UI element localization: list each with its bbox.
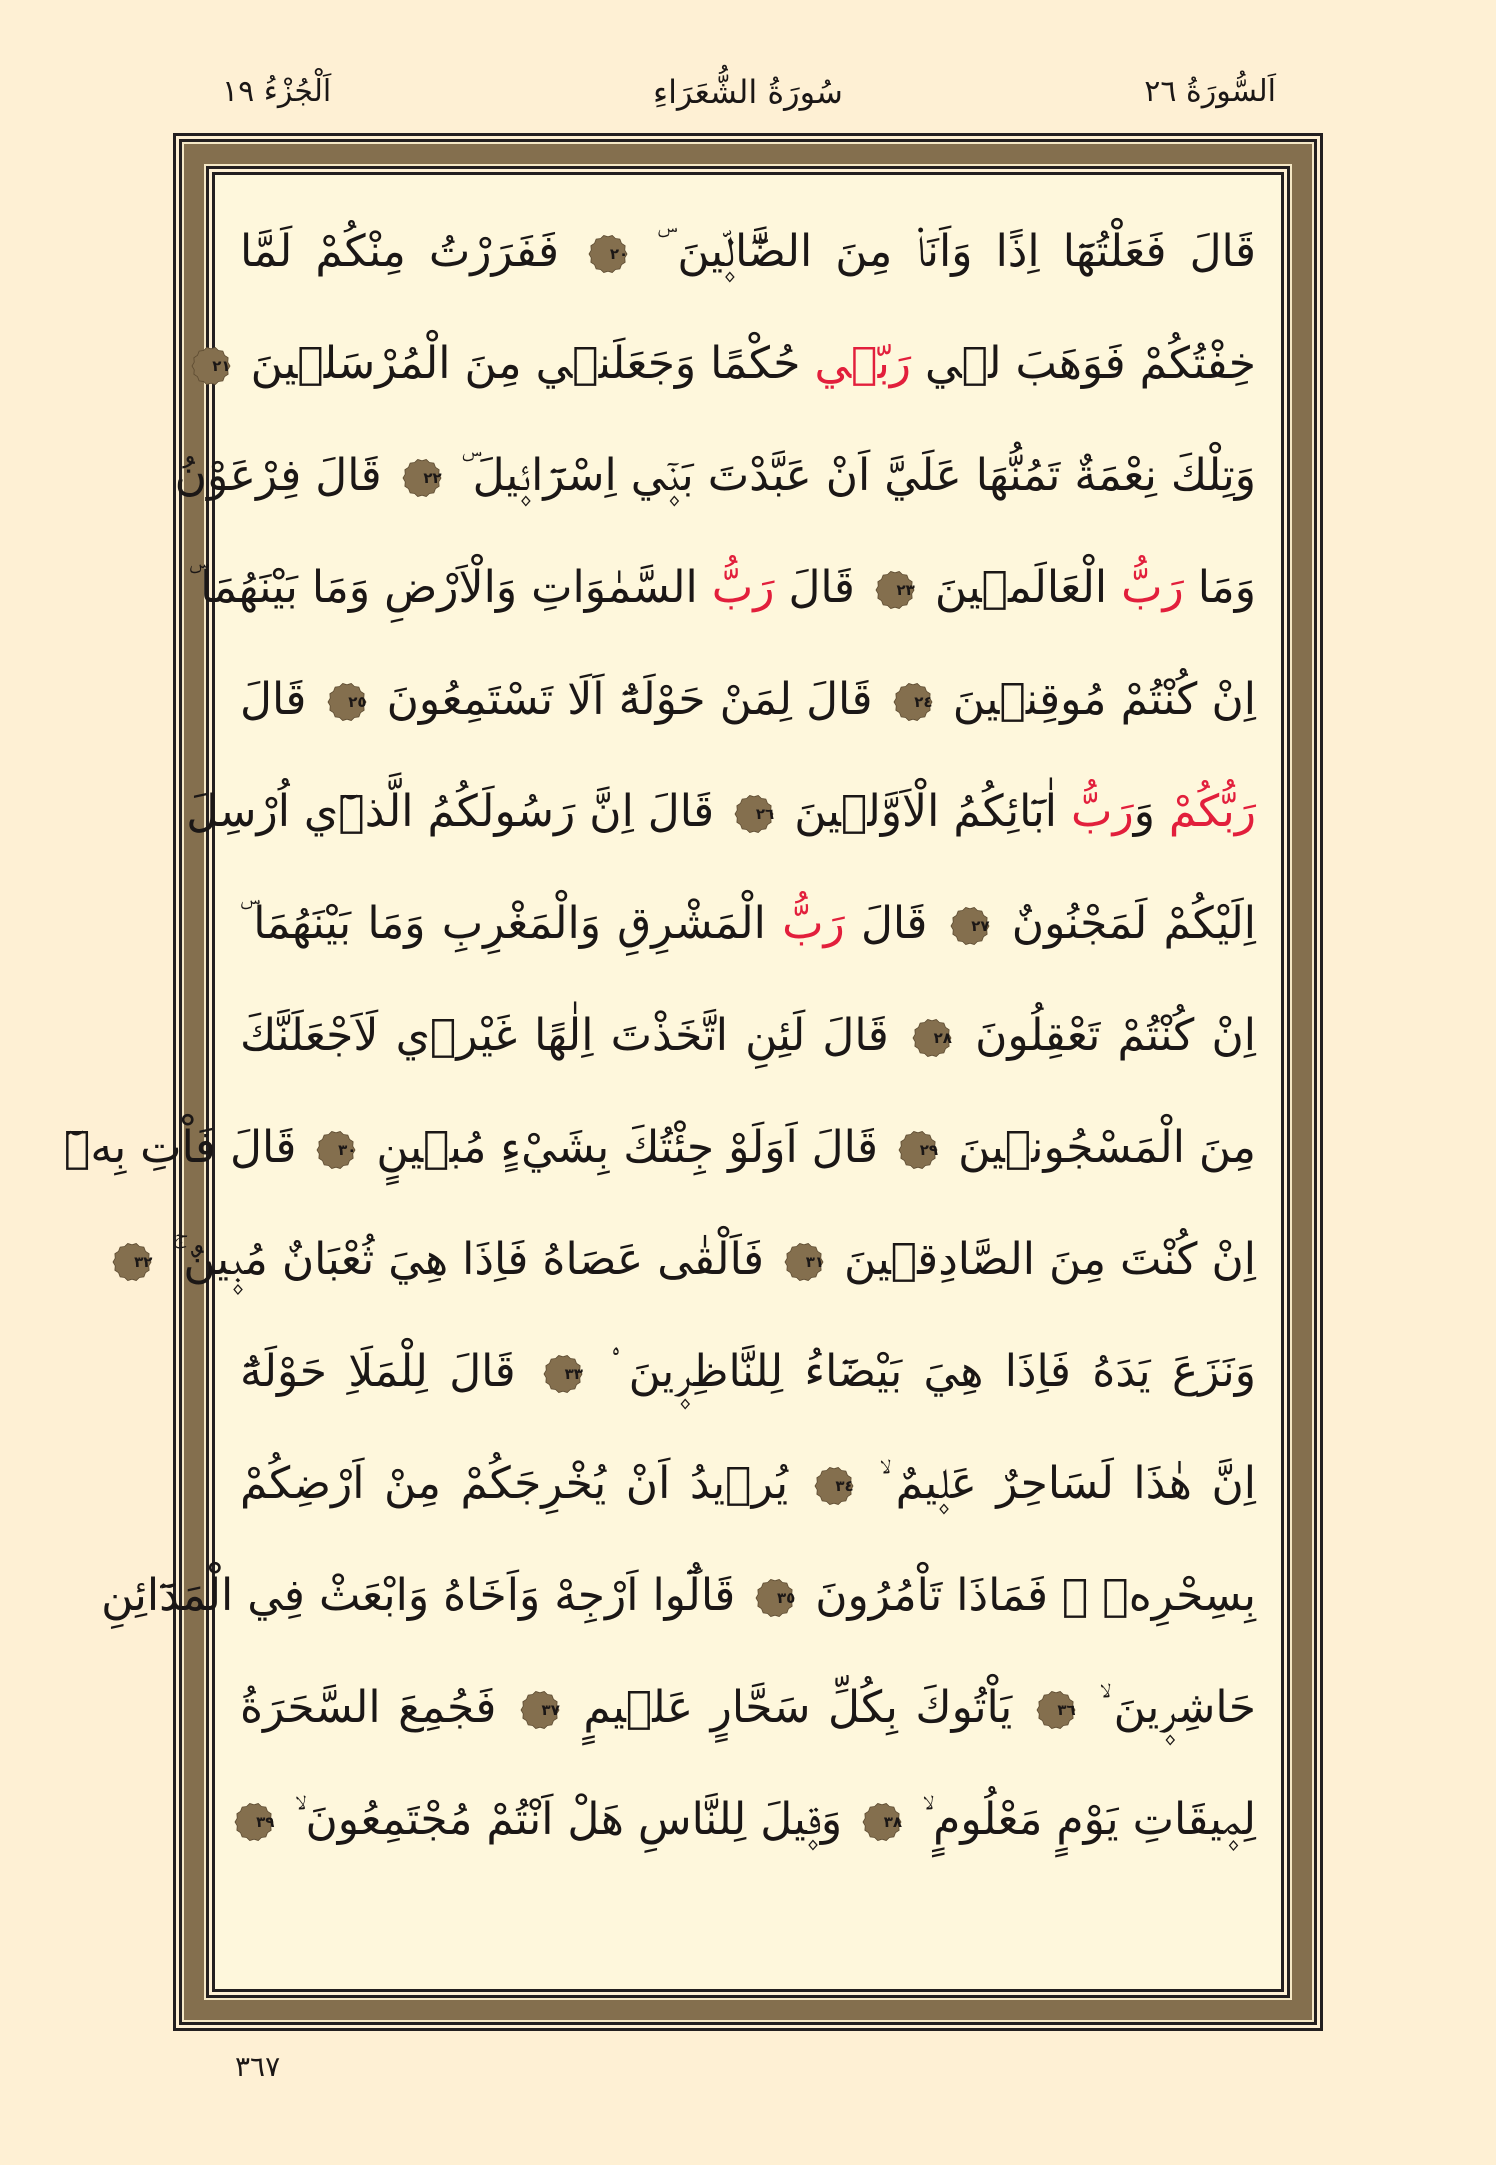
ayah-number: ٣٨ <box>883 1813 903 1831</box>
surah-number-label: اَلسُّورَةُ ٢٦ <box>1144 74 1276 109</box>
verse-text: قَالَ لِلْمَلَاِ حَوْلَهُٓ <box>240 1346 537 1397</box>
verse-text: الْمَشْرِقِ وَالْمَغْرِبِ وَمَا بَيْنَهُمَا ۜ <box>240 898 783 949</box>
verse-line <box>240 1652 1256 1764</box>
verse-text: مِنَ الْمَسْجُون۪ينَ <box>944 1122 1256 1173</box>
verse-text: فَفَرَرْتُ مِنْكُمْ لَمَّا <box>240 226 583 277</box>
ayah-marker-icon <box>234 1802 274 1842</box>
verse-line <box>134 1204 1256 1316</box>
verse-text: اِنْ كُنْتُمْ مُوقِن۪ينَ <box>938 674 1256 725</box>
verse-line <box>240 644 1256 756</box>
page-number: ٣٦٧ <box>235 2050 281 2083</box>
highlighted-word: رَبّ۪ي <box>814 338 912 389</box>
highlighted-word: رَبُّ <box>1071 786 1134 837</box>
verse-line <box>174 420 1256 532</box>
verse-line <box>212 308 1256 420</box>
verse-text: وَق۪يلَ لِلنَّاسِ هَلْ اَنْتُمْ مُجْتَمِعُونَ ۙ <box>280 1794 857 1845</box>
ayah-marker-icon <box>588 234 628 274</box>
highlighted-word: رَبُّ <box>1121 562 1184 613</box>
ayah-number: ٢٧ <box>971 917 990 935</box>
verse-line <box>240 196 1256 308</box>
ayah-marker-icon <box>316 1130 356 1170</box>
ayah-number: ٢٤ <box>914 693 933 711</box>
ayah-marker-icon <box>755 1578 795 1618</box>
verse-text: قَالَ فِرْعَوْنُ <box>174 450 396 501</box>
verse-text: وَ <box>1133 786 1169 837</box>
ayah-marker-icon <box>1036 1690 1076 1730</box>
verse-text: فَاَلْقٰى عَصَاهُ فَاِذَا هِيَ ثُعْبَانٌ مُب۪ينٌ ۚ <box>158 1234 779 1285</box>
ayah-marker-icon <box>520 1690 560 1730</box>
surah-title: سُورَةُ الشُّعَرَاءِ <box>653 73 843 111</box>
verse-text: وَنَزَعَ يَدَهُ فَاِذَا هِيَ بَيْضَٓاءُ لِلنَّاظِر۪ينَ ۟ <box>588 1346 1256 1397</box>
verse-text: قَالَ لَئِنِ اتَّخَذْتَ اِلٰهًا غَيْر۪ي لَاَجْعَلَنَّكَ <box>240 1010 906 1061</box>
verse-text: قَالَ فَاْتِ بِه۪ٓ <box>63 1122 311 1173</box>
ayah-marker-icon <box>950 906 990 946</box>
verse-text: قَالَ فَعَلْتُهَٓا اِذًا وَاَنَا۬ مِنَ الضَّٓالّ۪ينَ ۜ <box>634 226 1256 277</box>
verse-line <box>63 1092 1256 1204</box>
ayah-marker-icon <box>784 1242 824 1282</box>
verse-text-area <box>63 196 1256 1966</box>
verse-line <box>240 1428 1256 1540</box>
ayah-number: ٣٠ <box>338 1141 357 1159</box>
verse-text: قَالَ اَوَلَوْ جِئْتُكَ بِشَيْءٍ مُب۪ينٍ <box>362 1122 893 1173</box>
verse-line <box>240 868 1256 980</box>
ayah-number: ٢٠ <box>609 245 629 263</box>
verse-text: قَالَ <box>240 674 321 725</box>
highlighted-word: رَبُّ <box>782 898 845 949</box>
highlighted-word: رَبُّ <box>711 562 775 613</box>
ayah-marker-icon <box>898 1130 938 1170</box>
verse-text: الْعَالَم۪ينَ <box>920 562 1122 613</box>
juz-label: اَلْجُزْءُ ١٩ <box>222 74 332 109</box>
ayah-marker-icon <box>893 682 933 722</box>
ayah-number: ٢٦ <box>755 805 775 823</box>
verse-text: قَالَ <box>844 898 944 949</box>
ayah-marker-icon <box>862 1802 902 1842</box>
ayah-marker-icon <box>402 458 442 498</box>
verse-text: بِسِحْرِه۪ ۗ فَمَاذَا تَاْمُرُونَ <box>801 1570 1256 1621</box>
verse-text: وَمَا <box>1183 562 1256 613</box>
ayah-number: ٢٣ <box>896 581 915 599</box>
ayah-number: ٣٢ <box>134 1253 153 1271</box>
ayah-marker-icon <box>543 1354 583 1394</box>
ayah-marker-icon <box>814 1466 854 1506</box>
highlighted-word: رَبُّكُمْ <box>1168 786 1256 837</box>
verse-text: اٰبَٓائِكُمُ الْاَوَّل۪ينَ <box>780 786 1072 837</box>
ayah-marker-icon <box>327 682 367 722</box>
verse-line <box>101 1540 1256 1652</box>
ayah-marker-icon <box>191 346 231 386</box>
verse-text: لِم۪يقَاتِ يَوْمٍ مَعْلُومٍ ۙ <box>908 1794 1256 1845</box>
verse-text: حَاشِر۪ينَ ۙ <box>1081 1682 1256 1733</box>
ayah-marker-icon <box>912 1018 952 1058</box>
ayah-number: ٢٩ <box>919 1141 939 1159</box>
ayah-number: ٢٨ <box>933 1029 952 1047</box>
verse-text: يَاْتُوكَ بِكُلِّ سَحَّارٍ عَل۪يمٍ <box>565 1682 1030 1733</box>
ayah-marker-icon <box>875 570 915 610</box>
verse-line <box>186 756 1256 868</box>
ayah-marker-icon <box>112 1242 152 1282</box>
verse-line <box>240 1764 1256 1876</box>
verse-text: قَالَ <box>774 562 869 613</box>
ayah-number: ٢٢ <box>423 469 442 487</box>
verse-text: يُر۪يدُ اَنْ يُخْرِجَكُمْ مِنْ اَرْضِكُمْ <box>240 1458 808 1509</box>
verse-text: قَالُٓوا اَرْجِهْ وَاَخَاهُ وَابْعَثْ فِي الْمَدَٓائِنِ <box>101 1570 750 1621</box>
verse-text: اِلَيْكُمْ لَمَجْنُونٌ <box>995 898 1256 949</box>
verse-line <box>240 980 1256 1092</box>
verse-text: فَجُمِعَ السَّحَرَةُ <box>240 1682 514 1733</box>
verse-line <box>240 1316 1256 1428</box>
verse-text: وَتِلْكَ نِعْمَةٌ تَمُنُّهَا عَلَيَّ اَنْ عَبَّدْتَ بَن۪ٓي اِسْرَٓائ۪يلَ ۜ <box>447 450 1256 501</box>
verse-text: السَّمٰوَاتِ وَالْاَرْضِ وَمَا بَيْنَهُمَا ۜ <box>188 562 712 613</box>
verse-line <box>188 532 1256 644</box>
ayah-number: ٣٦ <box>1057 1701 1076 1719</box>
ayah-number: ٣٤ <box>835 1477 854 1495</box>
ayah-number: ٣١ <box>805 1253 825 1271</box>
verse-text: قَالَ اِنَّ رَسُولَكُمُ الَّذ۪ٓي اُرْسِلَ <box>186 786 729 837</box>
verse-text: خِفْتُكُمْ فَوَهَبَ ل۪ي <box>911 338 1256 389</box>
ayah-number: ٢١ <box>212 357 231 375</box>
ayah-number: ٣٥ <box>776 1589 796 1607</box>
verse-text: اِنَّ هٰذَا لَسَاحِرٌ عَل۪يمٌ ۙ <box>859 1458 1256 1509</box>
verse-text: اِنْ كُنْتَ مِنَ الصَّادِق۪ينَ <box>830 1234 1256 1285</box>
ayah-number: ٣٧ <box>541 1701 560 1719</box>
ayah-number: ٣٩ <box>256 1813 275 1831</box>
ayah-number: ٣٣ <box>564 1365 583 1383</box>
ayah-marker-icon <box>734 794 774 834</box>
ayah-number: ٢٥ <box>348 693 367 711</box>
page-header <box>0 62 1496 122</box>
verse-text: قَالَ لِمَنْ حَوْلَهُٓ اَلَا تَسْتَمِعُونَ <box>372 674 887 725</box>
verse-text: حُكْمًا وَجَعَلَن۪ي مِنَ الْمُرْسَل۪ينَ <box>236 338 815 389</box>
verse-text: اِنْ كُنْتُمْ تَعْقِلُونَ <box>957 1010 1256 1061</box>
